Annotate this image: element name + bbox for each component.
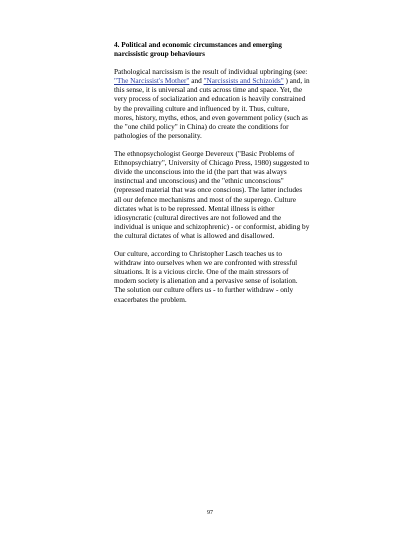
link-narcissists-mother[interactable]: "The Narcissist's Mother" [114, 76, 190, 86]
paragraph-text: ) and, in this sense, it is universal and cuts across time and space. Yet, the very process of socialization and education is heavily constrained by the prevailing culture and influenced by it. Thus, culture, mores, history, myths, ethos, and even government policy (such as the "one child policy" in China) do create the conditions for pathologies of the personality. [114, 76, 310, 140]
paragraph-text: and [189, 76, 204, 86]
paragraph-text: Pathological narcissism is the result of individual upbringing (see: [114, 67, 308, 77]
page-content [114, 40, 310, 313]
link-narcissists-and-schizoids[interactable]: "Narcissists and Schizoids" [203, 76, 284, 86]
paragraph-devereux: The ethnopsychologist George Devereux ("Basic Problems of Ethnopsychiatry", University of Chicago Press, 1980) suggested to divide the unconscious into the id (the part that was always instinctual and unconscious) and the "ethnic unconscious" (repressed material that was once conscious). The latter includes all our defence mechanisms and most of the superego. Culture dictates what is to be repressed. Mental illness is either idiosyncratic (cultural directives are not followed and the individual is unique and schizophrenic) - or conformist, abiding by the cultural dictates of what is allowed and disallowed. [114, 149, 310, 240]
section-heading: 4. Political and economic circumstances and emerging narcissistic group behaviours [114, 40, 282, 59]
page-number: 97 [207, 510, 213, 516]
paragraph-lasch: Our culture, according to Christopher Lasch teaches us to withdraw into ourselves when we are confronted with stressful situations. It is a vicious circle. One of the main stressors of modern society is alienation and a pervasive sense of isolation. The solution our culture offers us - to further withdraw - only exacerbates the problem. [114, 249, 298, 304]
paragraph-upbringing [114, 67, 310, 140]
